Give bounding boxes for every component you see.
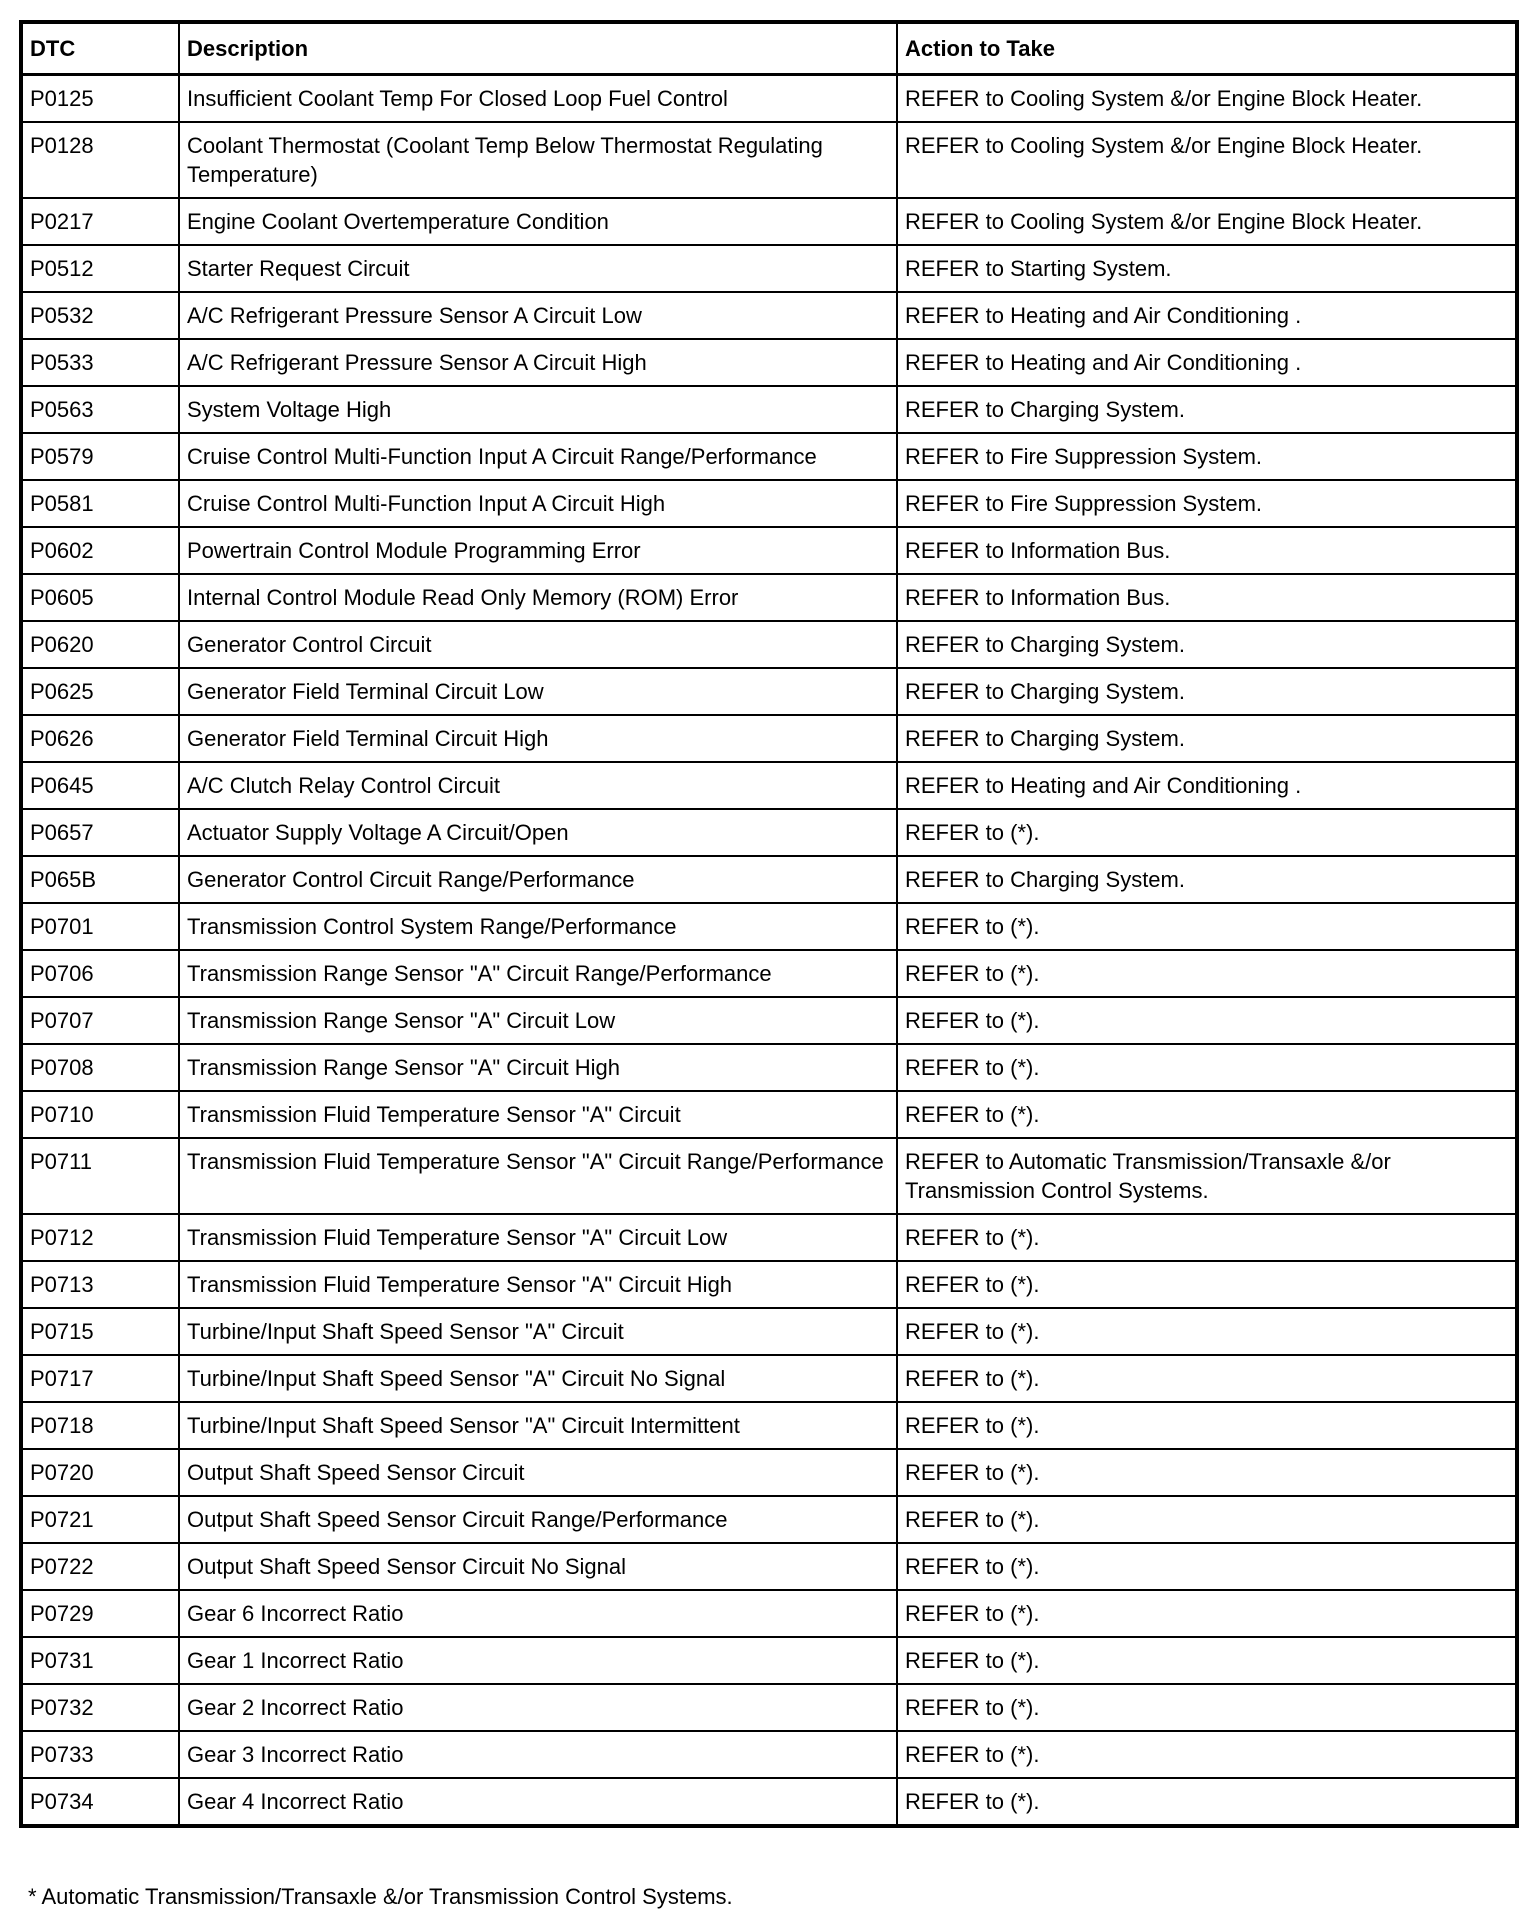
dtc-cell: P0701 [21,903,179,950]
dtc-cell: P0721 [21,1496,179,1543]
description-cell: Gear 2 Incorrect Ratio [179,1684,897,1731]
table-row [21,1044,1517,1091]
action-cell: REFER to (*). [897,1308,1517,1355]
action-cell: REFER to Information Bus. [897,527,1517,574]
action-cell: REFER to Starting System. [897,245,1517,292]
dtc-cell: P0722 [21,1543,179,1590]
action-cell: REFER to (*). [897,950,1517,997]
table-row [21,1261,1517,1308]
description-cell: Generator Field Terminal Circuit High [179,715,897,762]
action-cell: REFER to (*). [897,1731,1517,1778]
dtc-cell: P0533 [21,339,179,386]
table-row [21,292,1517,339]
action-cell: REFER to (*). [897,1684,1517,1731]
dtc-cell: P0718 [21,1402,179,1449]
action-cell: REFER to (*). [897,1590,1517,1637]
description-cell: Internal Control Module Read Only Memory (ROM) Error [179,574,897,621]
description-cell: Output Shaft Speed Sensor Circuit [179,1449,897,1496]
action-cell: REFER to Charging System. [897,856,1517,903]
action-cell: REFER to (*). [897,903,1517,950]
description-cell: A/C Clutch Relay Control Circuit [179,762,897,809]
table-row [21,1402,1517,1449]
dtc-cell: P0733 [21,1731,179,1778]
action-cell: REFER to Heating and Air Conditioning . [897,339,1517,386]
dtc-cell: P0707 [21,997,179,1044]
table-row [21,621,1517,668]
description-cell: Gear 6 Incorrect Ratio [179,1590,897,1637]
action-cell: REFER to Cooling System &/or Engine Block Heater. [897,75,1517,123]
action-cell: REFER to Charging System. [897,386,1517,433]
dtc-cell: P0712 [21,1214,179,1261]
dtc-cell: P0581 [21,480,179,527]
table-row [21,715,1517,762]
description-cell: Output Shaft Speed Sensor Circuit Range/Performance [179,1496,897,1543]
dtc-cell: P0717 [21,1355,179,1402]
dtc-cell: P0579 [21,433,179,480]
dtc-cell: P0625 [21,668,179,715]
dtc-cell: P0645 [21,762,179,809]
dtc-table [19,20,1519,1828]
table-row [21,1355,1517,1402]
action-cell: REFER to Fire Suppression System. [897,480,1517,527]
description-cell: Turbine/Input Shaft Speed Sensor "A" Circuit [179,1308,897,1355]
description-cell: Coolant Thermostat (Coolant Temp Below Thermostat Regulating Temperature) [179,122,897,198]
action-cell: REFER to Heating and Air Conditioning . [897,292,1517,339]
description-cell: Transmission Control System Range/Performance [179,903,897,950]
action-cell: REFER to (*). [897,809,1517,856]
dtc-cell: P0713 [21,1261,179,1308]
action-cell: REFER to (*). [897,1449,1517,1496]
dtc-cell: P0602 [21,527,179,574]
description-cell: Transmission Range Sensor "A" Circuit Range/Performance [179,950,897,997]
table-row [21,856,1517,903]
dtc-cell: P0734 [21,1778,179,1826]
description-cell: Insufficient Coolant Temp For Closed Loop Fuel Control [179,75,897,123]
description-cell: Transmission Fluid Temperature Sensor "A" Circuit [179,1091,897,1138]
table-row [21,809,1517,856]
dtc-cell: P0710 [21,1091,179,1138]
table-row [21,1091,1517,1138]
action-cell: REFER to Cooling System &/or Engine Block Heater. [897,122,1517,198]
action-cell: REFER to (*). [897,1637,1517,1684]
header-action: Action to Take [897,22,1517,75]
table-row [21,997,1517,1044]
description-cell: Transmission Range Sensor "A" Circuit High [179,1044,897,1091]
dtc-cell: P0532 [21,292,179,339]
description-cell: Gear 1 Incorrect Ratio [179,1637,897,1684]
table-row [21,386,1517,433]
table-row [21,1138,1517,1214]
dtc-cell: P0731 [21,1637,179,1684]
dtc-cell: P0605 [21,574,179,621]
description-cell: Starter Request Circuit [179,245,897,292]
table-row [21,75,1517,123]
action-cell: REFER to (*). [897,1044,1517,1091]
description-cell: Cruise Control Multi-Function Input A Circuit Range/Performance [179,433,897,480]
action-cell: REFER to Charging System. [897,621,1517,668]
table-row [21,950,1517,997]
table-row [21,1778,1517,1826]
table-row [21,1637,1517,1684]
action-cell: REFER to (*). [897,997,1517,1044]
table-row [21,122,1517,198]
action-cell: REFER to Heating and Air Conditioning . [897,762,1517,809]
action-cell: REFER to (*). [897,1778,1517,1826]
action-cell: REFER to Cooling System &/or Engine Block Heater. [897,198,1517,245]
dtc-cell: P0711 [21,1138,179,1214]
description-cell: Actuator Supply Voltage A Circuit/Open [179,809,897,856]
description-cell: Transmission Fluid Temperature Sensor "A" Circuit High [179,1261,897,1308]
table-row [21,1496,1517,1543]
action-cell: REFER to (*). [897,1402,1517,1449]
table-row [21,1684,1517,1731]
dtc-cell: P065B [21,856,179,903]
description-cell: Gear 3 Incorrect Ratio [179,1731,897,1778]
dtc-cell: P0720 [21,1449,179,1496]
action-cell: REFER to Fire Suppression System. [897,433,1517,480]
table-row [21,198,1517,245]
dtc-cell: P0732 [21,1684,179,1731]
table-row [21,762,1517,809]
table-row [21,903,1517,950]
dtc-cell: P0128 [21,122,179,198]
table-row [21,1543,1517,1590]
table-row [21,1731,1517,1778]
dtc-cell: P0563 [21,386,179,433]
dtc-cell: P0706 [21,950,179,997]
dtc-cell: P0125 [21,75,179,123]
action-cell: REFER to (*). [897,1214,1517,1261]
description-cell: Generator Control Circuit Range/Performance [179,856,897,903]
header-dtc: DTC [21,22,179,75]
table-row [21,245,1517,292]
description-cell: Transmission Range Sensor "A" Circuit Low [179,997,897,1044]
dtc-cell: P0729 [21,1590,179,1637]
description-cell: Output Shaft Speed Sensor Circuit No Signal [179,1543,897,1590]
table-row [21,1449,1517,1496]
table-row [21,1590,1517,1637]
dtc-cell: P0657 [21,809,179,856]
dtc-cell: P0512 [21,245,179,292]
table-row [21,668,1517,715]
description-cell: Cruise Control Multi-Function Input A Circuit High [179,480,897,527]
table-header-row [21,22,1517,75]
table-row [21,1214,1517,1261]
dtc-cell: P0217 [21,198,179,245]
description-cell: Generator Field Terminal Circuit Low [179,668,897,715]
action-cell: REFER to Charging System. [897,715,1517,762]
table-row [21,1308,1517,1355]
table-row [21,527,1517,574]
description-cell: Engine Coolant Overtemperature Condition [179,198,897,245]
header-description: Description [179,22,897,75]
description-cell: Turbine/Input Shaft Speed Sensor "A" Circuit No Signal [179,1355,897,1402]
action-cell: REFER to (*). [897,1543,1517,1590]
description-cell: Gear 4 Incorrect Ratio [179,1778,897,1826]
description-cell: Generator Control Circuit [179,621,897,668]
table-row [21,339,1517,386]
description-cell: A/C Refrigerant Pressure Sensor A Circuit High [179,339,897,386]
dtc-cell: P0715 [21,1308,179,1355]
table-row [21,574,1517,621]
description-cell: Powertrain Control Module Programming Error [179,527,897,574]
action-cell: REFER to (*). [897,1091,1517,1138]
description-cell: A/C Refrigerant Pressure Sensor A Circuit Low [179,292,897,339]
action-cell: REFER to Charging System. [897,668,1517,715]
footnote: * Automatic Transmission/Transaxle &/or Transmission Control Systems. [28,1884,733,1909]
description-cell: Transmission Fluid Temperature Sensor "A" Circuit Low [179,1214,897,1261]
dtc-cell: P0620 [21,621,179,668]
action-cell: REFER to Information Bus. [897,574,1517,621]
description-cell: Transmission Fluid Temperature Sensor "A" Circuit Range/Performance [179,1138,897,1214]
action-cell: REFER to (*). [897,1496,1517,1543]
table-row [21,433,1517,480]
dtc-cell: P0708 [21,1044,179,1091]
action-cell: REFER to Automatic Transmission/Transaxle &/or Transmission Control Systems. [897,1138,1517,1214]
table-row [21,480,1517,527]
description-cell: Turbine/Input Shaft Speed Sensor "A" Circuit Intermittent [179,1402,897,1449]
action-cell: REFER to (*). [897,1355,1517,1402]
action-cell: REFER to (*). [897,1261,1517,1308]
description-cell: System Voltage High [179,386,897,433]
dtc-cell: P0626 [21,715,179,762]
